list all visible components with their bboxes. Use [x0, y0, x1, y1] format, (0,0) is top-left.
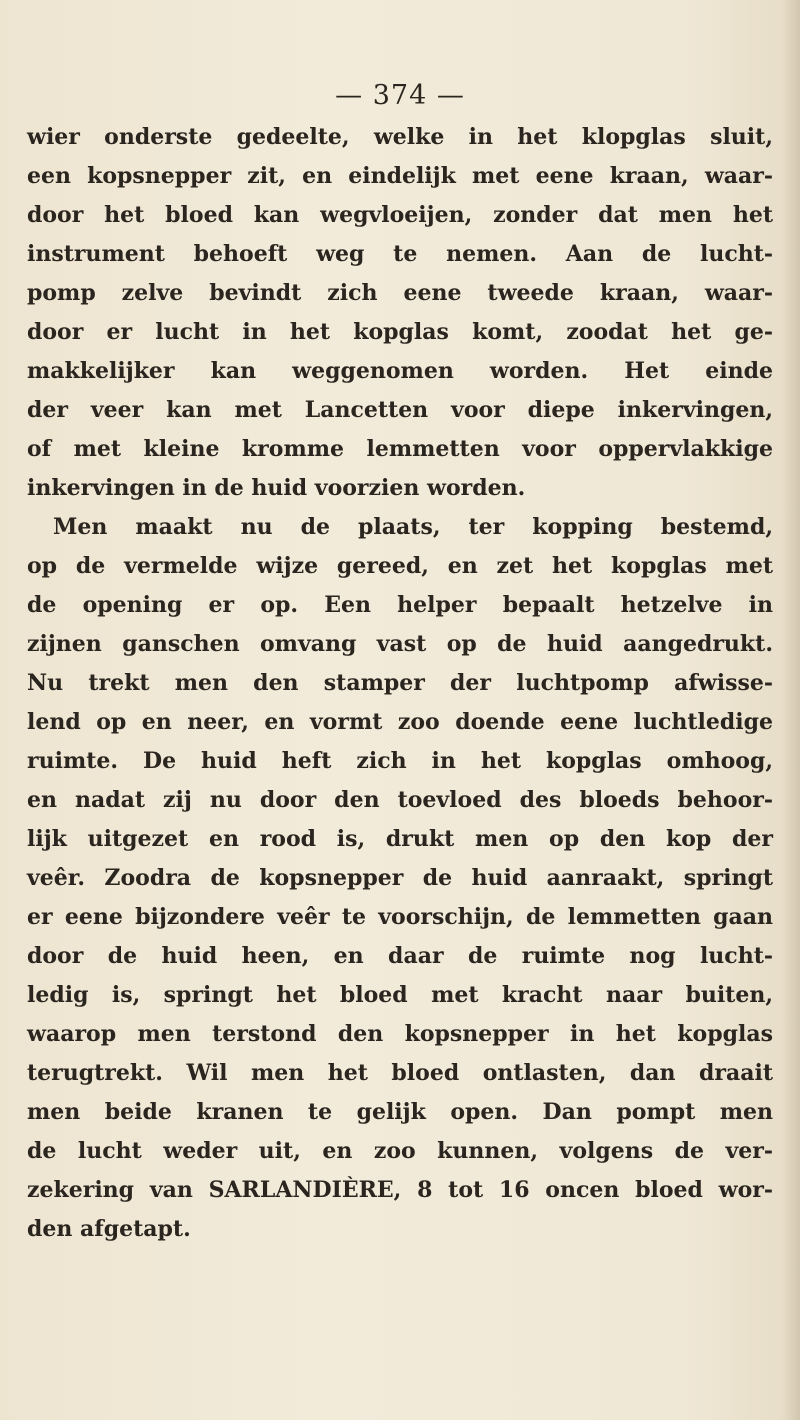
text-line: zijnen ganschen omvang vast op de huid aangedrukt.	[27, 631, 773, 657]
text-line: de opening er op. Een helper bepaalt hetzelve in	[27, 592, 773, 618]
text-line: lijk uitgezet en rood is, drukt men op den kop der	[27, 826, 773, 852]
text-line: een kopsnepper zit, en eindelijk met eene kraan, waar-	[27, 163, 773, 189]
text-line: terugtrekt. Wil men het bloed ontlasten, dan draait	[27, 1060, 773, 1086]
text-line: Nu trekt men den stamper der luchtpomp afwisse-	[27, 670, 773, 696]
text-line: waarop men terstond den kopsnepper in het kopglas	[27, 1021, 773, 1047]
text-line: den afgetapt.	[27, 1216, 191, 1242]
text-line: zekering van SARLANDIÈRE, 8 tot 16 oncen bloed wor-	[27, 1177, 773, 1203]
text-line: op de vermelde wijze gereed, en zet het kopglas met	[27, 553, 773, 579]
text-line: door er lucht in het kopglas komt, zoodat het ge-	[27, 319, 773, 345]
text-line: inkervingen in de huid voorzien worden.	[27, 475, 526, 501]
text-line: ledig is, springt het bloed met kracht naar buiten,	[27, 982, 773, 1008]
page-edge-shadow	[782, 0, 800, 1420]
text-line: de lucht weder uit, en zoo kunnen, volgens de ver-	[27, 1138, 773, 1164]
text-line: ruimte. De huid heft zich in het kopglas omhoog,	[27, 748, 773, 774]
text-line: er eene bijzondere veêr te voorschijn, de lemmetten gaan	[27, 904, 773, 930]
text-line: makkelijker kan weggenomen worden. Het einde	[27, 358, 773, 384]
text-line: door het bloed kan wegvloeijen, zonder dat men het	[27, 202, 773, 228]
text-line: wier onderste gedeelte, welke in het klopglas sluit,	[27, 124, 773, 150]
text-line: instrument behoeft weg te nemen. Aan de lucht-	[27, 241, 773, 267]
text-line: lend op en neer, en vormt zoo doende eene luchtledige	[27, 709, 773, 735]
text-line: der veer kan met Lancetten voor diepe inkervingen,	[27, 397, 773, 423]
text-line: en nadat zij nu door den toevloed des bloeds behoor-	[27, 787, 773, 813]
text-line: men beide kranen te gelijk open. Dan pompt men	[27, 1099, 773, 1125]
text-line: pomp zelve bevindt zich eene tweede kraan, waar-	[27, 280, 773, 306]
page-number: — 374 —	[335, 80, 465, 111]
text-line: of met kleine kromme lemmetten voor oppervlakkige	[27, 436, 773, 462]
text-line: door de huid heen, en daar de ruimte nog lucht-	[27, 943, 773, 969]
text-line: veêr. Zoodra de kopsnepper de huid aanraakt, springt	[27, 865, 773, 891]
text-line: Men maakt nu de plaats, ter kopping bestemd,	[53, 514, 773, 540]
